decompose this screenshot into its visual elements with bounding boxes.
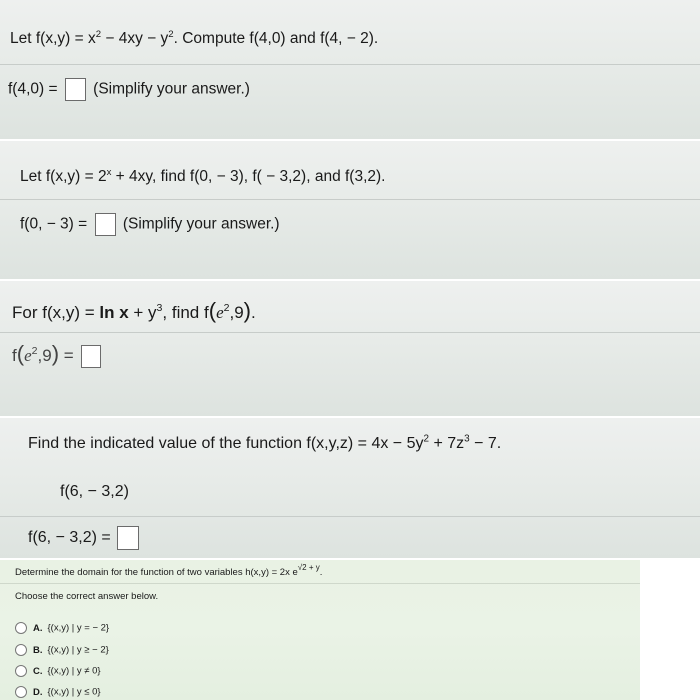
problem-2-prompt: Let $f(x,y) = 2^x + 4xy$, find f(0, − 3), f( − 3,2), and f(3,2).: [20, 166, 386, 185]
simplify-hint: (Simplify your answer.): [93, 80, 250, 98]
problem-2-panel: [0, 141, 700, 279]
problem-3-panel: [0, 281, 700, 416]
problem-4-panel: [0, 418, 700, 558]
radio-icon[interactable]: [15, 665, 27, 677]
option-c[interactable]: C. {(x,y) | y ≠ 0}: [15, 665, 101, 677]
divider: [0, 516, 700, 517]
radio-icon[interactable]: [15, 644, 27, 656]
divider: [0, 64, 700, 65]
answer-label: f(6, − 3,2) =: [28, 529, 111, 547]
divider: [0, 199, 700, 200]
choose-instruction: Choose the correct answer below.: [15, 591, 159, 602]
problem-4-point: f(6, − 3,2): [60, 483, 129, 500]
option-d[interactable]: D. {(x,y) | y ≤ 0}: [15, 686, 101, 698]
radio-icon[interactable]: [15, 686, 27, 698]
problem-3-prompt: For $f(x,y) = \ln x + y^3$, find $f(e^2,9)$.: [12, 298, 256, 323]
problem-5-panel: [0, 560, 640, 700]
option-b[interactable]: B. {(x,y) | y ≥ − 2}: [15, 644, 109, 656]
answer-input-f-e2-9[interactable]: [81, 345, 101, 368]
answer-label: f(0, − 3) =: [20, 215, 88, 233]
problem-5-prompt: Determine the domain for the function of two variables h(x,y) = 2x $e^{√2 + y}$.: [15, 562, 323, 578]
problem-4-answer-row: [28, 526, 139, 550]
answer-input-f-0-neg3[interactable]: [95, 213, 116, 236]
answer-input-f-6-neg3-2[interactable]: [117, 526, 139, 550]
problem-3-answer-row: $f(e^2,9)$ =: [12, 341, 101, 368]
problem-1-panel: [0, 0, 700, 139]
answer-label: f(4,0) =: [8, 80, 58, 98]
problem-4-prompt: Find the indicated value of the function $f(x,y,z) = 4x - 5y^2 + 7z^3 - 7$.: [28, 433, 502, 452]
problem-2-answer-row: [20, 213, 280, 236]
simplify-hint: (Simplify your answer.): [122, 215, 280, 233]
problem-1-prompt: Let $f(x,y) = x^2 - 4xy - y^2$. Compute f(4,0) and f(4, − 2).: [10, 28, 379, 47]
option-a[interactable]: A. {(x,y) | y = − 2}: [15, 622, 109, 634]
divider: [0, 583, 640, 584]
divider: [0, 332, 700, 333]
answer-input-f-4-0[interactable]: [65, 78, 86, 101]
radio-icon[interactable]: [15, 622, 27, 634]
problem-1-answer-row: [8, 78, 250, 101]
